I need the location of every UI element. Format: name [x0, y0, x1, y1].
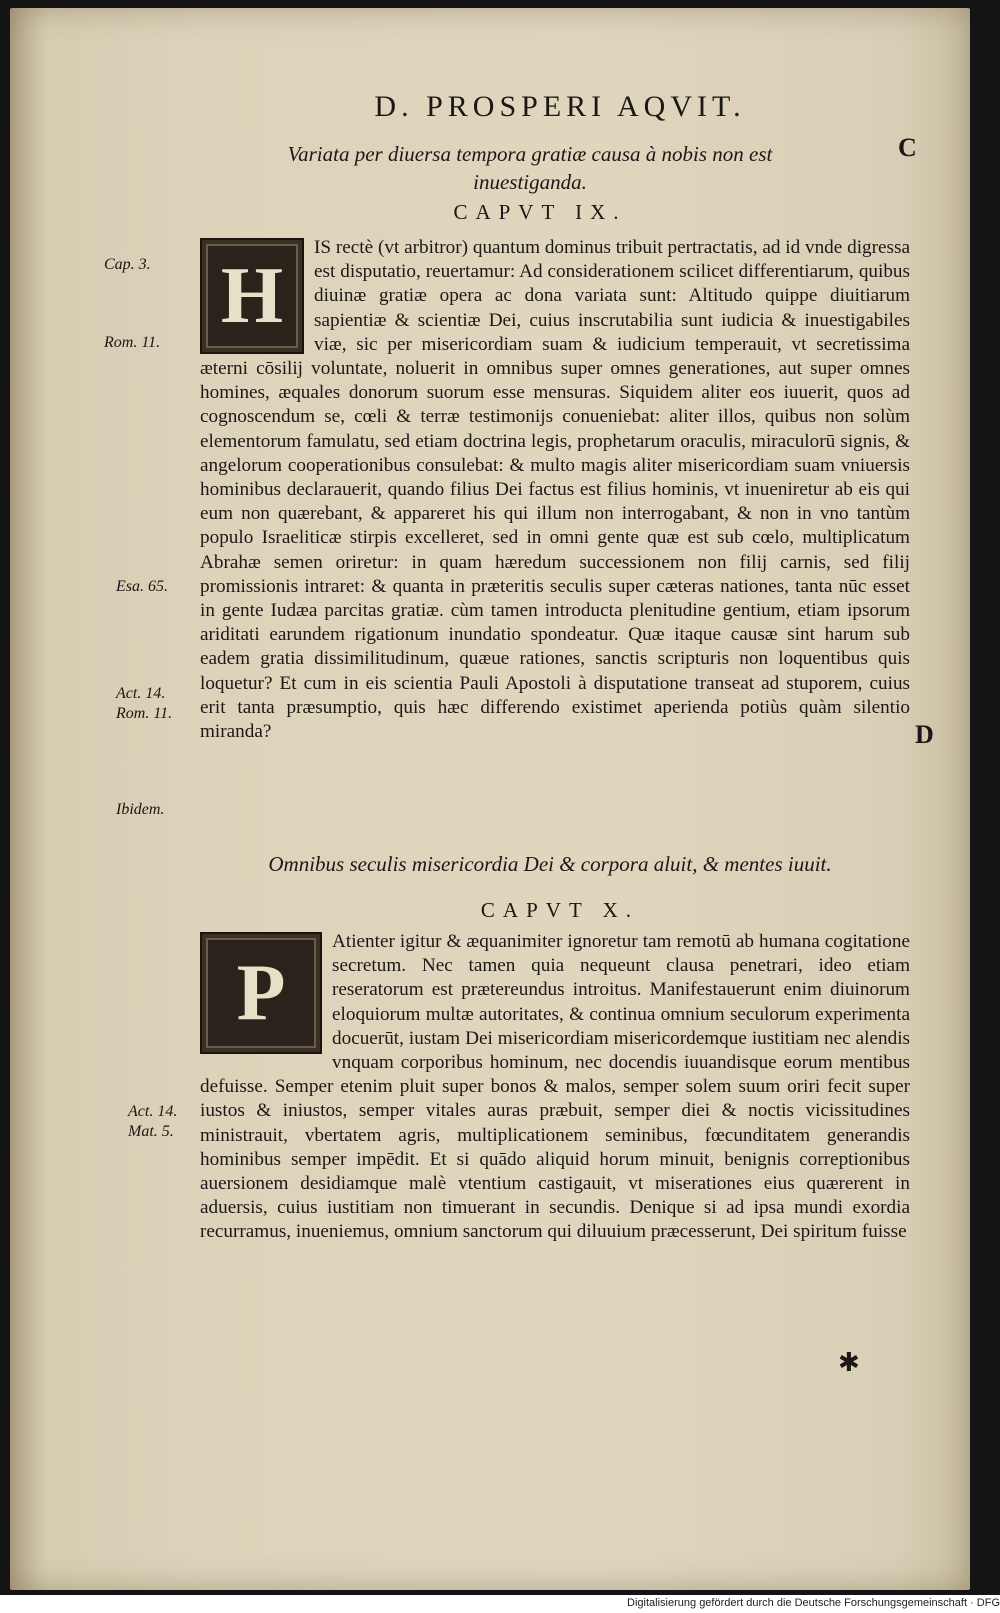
page-ornament: ✱ — [838, 1348, 860, 1377]
margin-note: Mat. 5. — [128, 1123, 174, 1140]
margin-note: Cap. 3. — [104, 256, 151, 273]
chapter-10-heading: CAPVT X. — [480, 898, 640, 922]
margin-note: Esa. 65. — [116, 578, 168, 595]
margin-note: Ibidem. — [116, 801, 165, 818]
running-head: D. PROSPERI AQVIT. — [374, 90, 746, 123]
chapter-9-body — [200, 236, 910, 744]
ornamental-initial-p: P — [200, 932, 322, 1054]
chapter-9-summary: Variata per diuersa tempora gratiæ causa à nobis non est inuestiganda. — [287, 142, 773, 194]
margin-note: Rom. 11. — [116, 705, 173, 722]
margin-note: Rom. 11. — [104, 334, 161, 351]
digitization-footer: Digitalisierung gefördert durch die Deutsche Forschungsgemeinschaft · DFG — [627, 1597, 1000, 1609]
margin-note: Act. 14. — [128, 1103, 178, 1120]
margin-note: Act. 14. — [116, 685, 166, 702]
chapter-9-heading: CAPVT IX. — [453, 200, 627, 224]
chapter-10-body — [200, 930, 910, 1245]
signature-letter-c: C — [898, 133, 917, 162]
ornamental-initial-h: H — [200, 238, 304, 354]
chapter-10-text: Atienter igitur & æquanimiter ignoretur tam remotū ab humana cogitatione secretum. Nec tamen quia nequeunt clausa penetrari, ideo etiam reseratorum est prætereundus introitus. Manifestauerunt enim diuinorum eloquiorum multæ autoritates, & continua omnium seculorum experimenta docuerūt, iustam Dei misericordiam misericordemque iustitiam nec alendis vnquam corporibus hominum, nec docendis iuuandisque eorum mentibus defuisse. Semper etenim pluit super bonos & malos, semper solem suum oriri fecit super iustos & iniustos, semper vitales auras præbuit, semper diei & noctis vicissitudines ministrauit, vbertatem agris, multiplicationem seminibus, fœcunditatem generandis hominibus semper impēdit. Et si quādo aliquid horum minuit, benignis correptionibus auersionem desidiamque malè vtentium castigauit, vt miserationes eius quærerent in aduersis, cuius iustitiam non timuerant in secundis. Denique si ad ipsa mundi exordia recurramus, inueniemus, omnium sanctorum qui diluuium præcesserunt, Dei spiritum fuisse — [200, 931, 910, 1243]
signature-letter-d: D — [915, 720, 934, 749]
chapter-10-summary: Omnibus seculis misericordia Dei & corpora aluit, & mentes iuuit. — [268, 852, 832, 876]
chapter-9-text: IS rectè (vt arbitror) quantum dominus tribuit pertractatis, ad id vnde digressa est disputatio, reuertamur: Ad considerationem scilicet differentiarum, quibus diuinæ gratiæ opera ac dona variata sunt: Altitudo quippe diuitiarum sapientiæ & scientiæ Dei, cuius inscrutabilia sunt iudicia & inuestigabiles viæ, sic per misericordiam suam & iudicium temperauit, vt secretissima æterni cōsilij voluntate, noluerit in omnibus super omnes generationes, aut super omnes homines, æquales donorum suorum esse mensuras. Siquidem aliter eos iuuerit, quos ad cognoscendum se, cœli & terræ testimonijs conueniebat: aliter illos, quibus non solùm elementorum famulatu, sed etiam doctrina legis, prophetarum oraculis, miraculorū signis, & angelorum cooperationibus consulebat: & multo magis aliter misericordiam suam vniuersis hominibus declarauerit, quando filius Dei factus est filius hominis, vt inueniretur ab eis qui eum non quærebant, & appareret his qui illum non interrogabant, & non in vno tantùm populo Israeliticæ stirpis excelleret, sed in omni gente quæ est sub cœlo, multiplicatum Abrahæ semen oriretur: in quam hæredum successionem non filij carnis, sed filij promissionis intraret: & quanta in præteritis seculis super cæteras nationes, tanta nūc esset in gente Iudæa parcitas gratiæ. cùm tamen introducta plenitudine gentium, etiam ipsorum ariditati earundem rigationum inundatio spondeatur. Quæ itaque causæ sint harum sub eadem gratia dissimilitudinum, quæue rationes, sanctis scripturis non loquentibus quis loquetur? Et cum in eis scientia Pauli Apostoli à disputatione transeat ad stuporem, cuius erit tanta præsumptio, quis hæc differendo existimet aperienda potiùs quàm silentio miranda? — [200, 237, 910, 743]
